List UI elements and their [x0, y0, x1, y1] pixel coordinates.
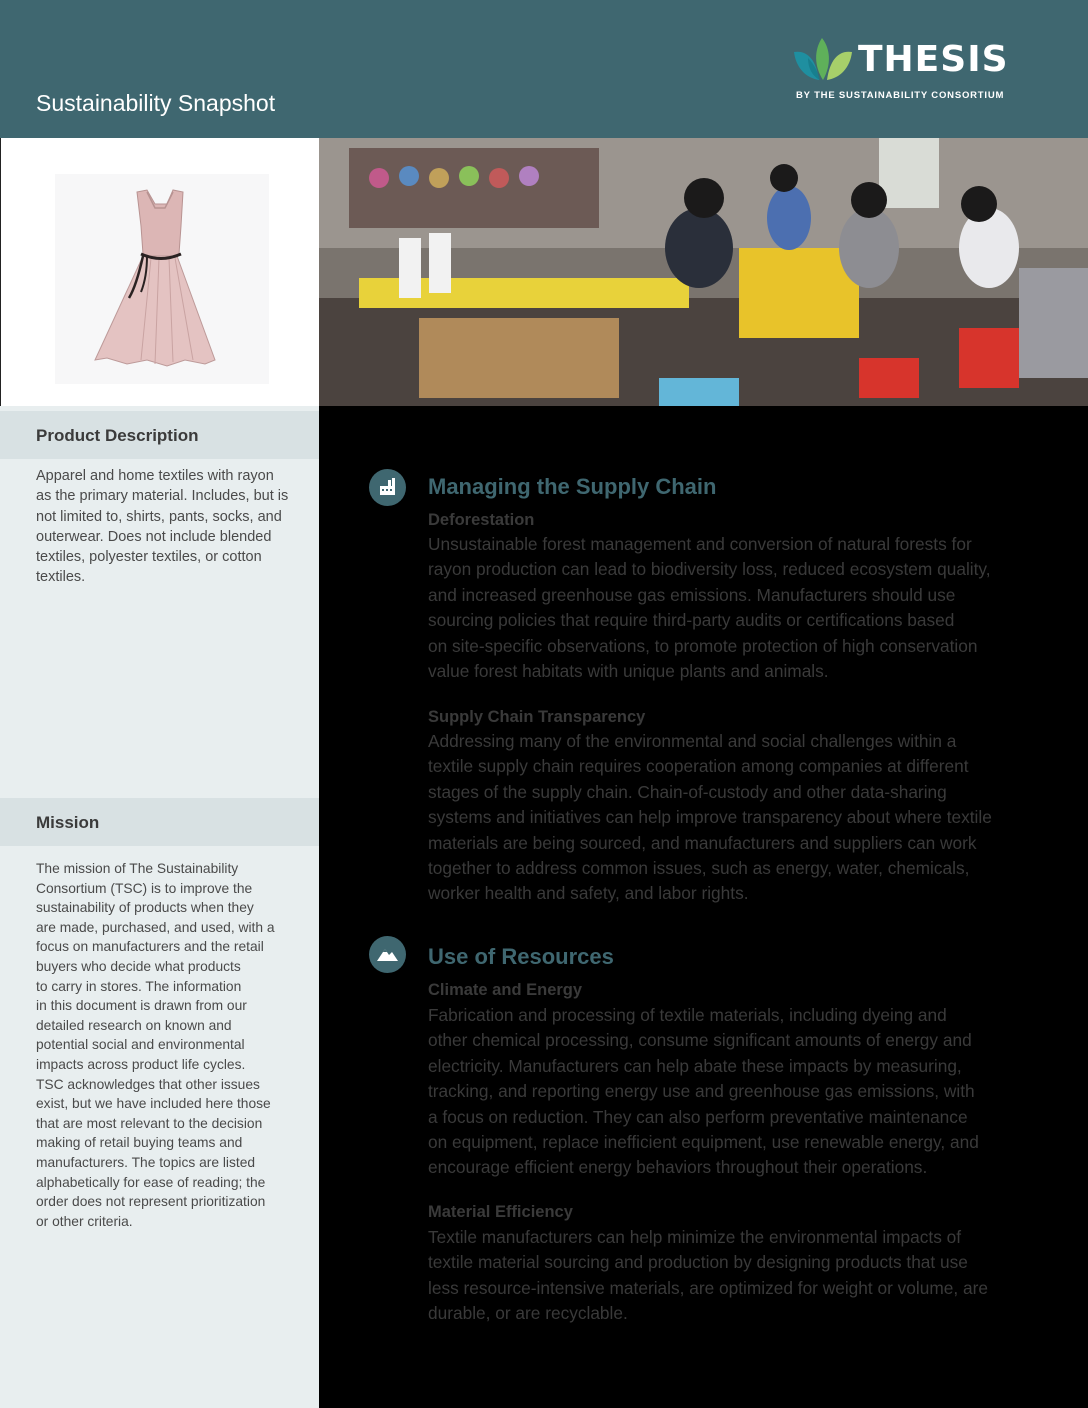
- text-line: manufacturers. The topics are listed: [36, 1154, 256, 1170]
- text-line: Textile manufacturers can help minimize the environmental impacts of: [428, 1227, 962, 1247]
- text-line: as the primary material. Includes, but is: [36, 488, 289, 505]
- text-line: other chemical processing, consume significant amounts of energy and: [428, 1030, 972, 1051]
- topic-heading-deforestation: Deforestation: [428, 511, 535, 529]
- topic-heading-climate-and-energy: Climate and Energy: [428, 981, 583, 999]
- text-line: and increased greenhouse gas emissions. Manufacturers should use: [428, 584, 956, 605]
- text-line: less resource-intensive materials, are optimized for weight or volume, are: [428, 1277, 988, 1298]
- text-line: encourage efficient energy behaviors throughout their operations.: [428, 1157, 928, 1178]
- topic-heading-material-efficiency: Material Efficiency: [428, 1203, 573, 1221]
- text-line: exist, but we have included here those: [36, 1096, 271, 1112]
- text-line: textile supply chain requires cooperation among companies at different: [428, 756, 969, 777]
- page-header: [0, 0, 1088, 138]
- text-line: textiles.: [36, 569, 86, 586]
- text-line: materials are being sourced, and manufacturers and suppliers can work: [428, 832, 977, 853]
- text-line: tracking, and reporting energy use and greenhouse gas emissions, with: [428, 1081, 975, 1102]
- text-line: textile material sourcing and production by designing products that use: [428, 1252, 968, 1273]
- text-line: on equipment, replace inefficient equipment, use renewable energy, and: [428, 1132, 979, 1153]
- text-line: a focus on reduction. They can also perform preventative maintenance: [428, 1106, 968, 1127]
- text-line: Apparel and home textiles with rayon: [36, 468, 274, 484]
- text-line: textiles, polyester textiles, or cotton: [36, 549, 262, 566]
- text-line: order does not represent prioritization: [36, 1194, 266, 1210]
- text-line: sustainability of products when they: [36, 900, 254, 916]
- text-line: stages of the supply chain. Chain-of-custody and other data-sharing: [428, 781, 947, 802]
- product-description-heading-bar: [0, 411, 319, 459]
- text-line: potential social and environmental: [36, 1037, 245, 1053]
- text-line: electricity. Manufacturers can help abate these impacts by measuring,: [428, 1055, 962, 1076]
- text-line: making of retail buying teams and: [36, 1135, 243, 1151]
- mission-heading-bar: [0, 798, 319, 846]
- mission-heading: Mission: [36, 813, 100, 832]
- product-description-text: [36, 466, 288, 588]
- product-image: [55, 174, 269, 384]
- sidebar: [0, 406, 319, 1408]
- logo-wordmark: THESIS: [858, 39, 1009, 80]
- text-line: The mission of The Sustainability: [36, 861, 239, 876]
- text-line: or other criteria.: [36, 1213, 133, 1229]
- logo-tagline: BY THE SUSTAINABILITY CONSORTIUM: [796, 90, 1005, 101]
- text-line: durable, or are recyclable.: [428, 1303, 628, 1324]
- product-image-frame: [0, 138, 319, 406]
- text-line: Addressing many of the environmental and social challenges within a: [428, 731, 957, 751]
- mountain-icon: [369, 936, 406, 973]
- text-line: Unsustainable forest management and conversion of natural forests for: [428, 534, 972, 554]
- topic-text-deforestation: [428, 532, 1028, 684]
- mission-text: [36, 859, 275, 1231]
- text-line: detailed research on known and: [36, 1017, 232, 1033]
- text-line: that are most relevant to the decision: [36, 1115, 263, 1131]
- factory-icon: [369, 469, 406, 506]
- text-line: value forest habitats with unique plants and animals.: [428, 661, 829, 682]
- topic-text-supply-chain-transparency: [428, 729, 1028, 907]
- topic-text-climate-and-energy: [428, 1003, 1028, 1181]
- section-title-use-of-resources: Use of Resources: [428, 944, 614, 969]
- dress-illustration: [55, 174, 269, 384]
- text-line: TSC acknowledges that other issues: [36, 1076, 260, 1092]
- text-line: Consortium (TSC) is to improve the: [36, 880, 253, 896]
- text-line: buyers who decide what products: [36, 958, 241, 974]
- text-line: focus on manufacturers and the retail: [36, 939, 264, 955]
- product-description-heading: Product Description: [36, 426, 199, 445]
- text-line: systems and initiatives can help improve transparency about where textile: [428, 807, 992, 828]
- text-line: together to address common issues, such as energy, water, chemicals,: [428, 858, 970, 879]
- text-line: Fabrication and processing of textile materials, including dyeing and: [428, 1005, 947, 1025]
- factory-photo: [319, 138, 1088, 406]
- text-line: worker health and safety, and labor rights.: [428, 883, 749, 904]
- text-line: outerwear. Does not include blended: [36, 528, 272, 545]
- page-title: Sustainability Snapshot: [36, 90, 276, 116]
- leaf-logo-icon: [792, 36, 854, 84]
- text-line: in this document is drawn from our: [36, 998, 247, 1014]
- section-title-supply-chain: Managing the Supply Chain: [428, 474, 717, 499]
- text-line: sourcing policies that require third-party audits or certifications based: [428, 610, 955, 631]
- text-line: impacts across product life cycles.: [36, 1056, 246, 1072]
- text-line: to carry in stores. The information: [36, 978, 242, 994]
- factory-scene-illustration: [319, 138, 1088, 406]
- text-line: not limited to, shirts, pants, socks, and: [36, 508, 282, 525]
- topic-text-material-efficiency: [428, 1225, 1028, 1327]
- text-line: rayon production can lead to biodiversity loss, reduced ecosystem quality,: [428, 559, 991, 580]
- topic-heading-supply-chain-transparency: Supply Chain Transparency: [428, 708, 646, 726]
- text-line: are made, purchased, and used, with a: [36, 919, 275, 935]
- text-line: alphabetically for ease of reading; the: [36, 1174, 266, 1190]
- thesis-logo: [792, 36, 1022, 106]
- text-line: on site-specific observations, to promote protection of high conservation: [428, 635, 978, 656]
